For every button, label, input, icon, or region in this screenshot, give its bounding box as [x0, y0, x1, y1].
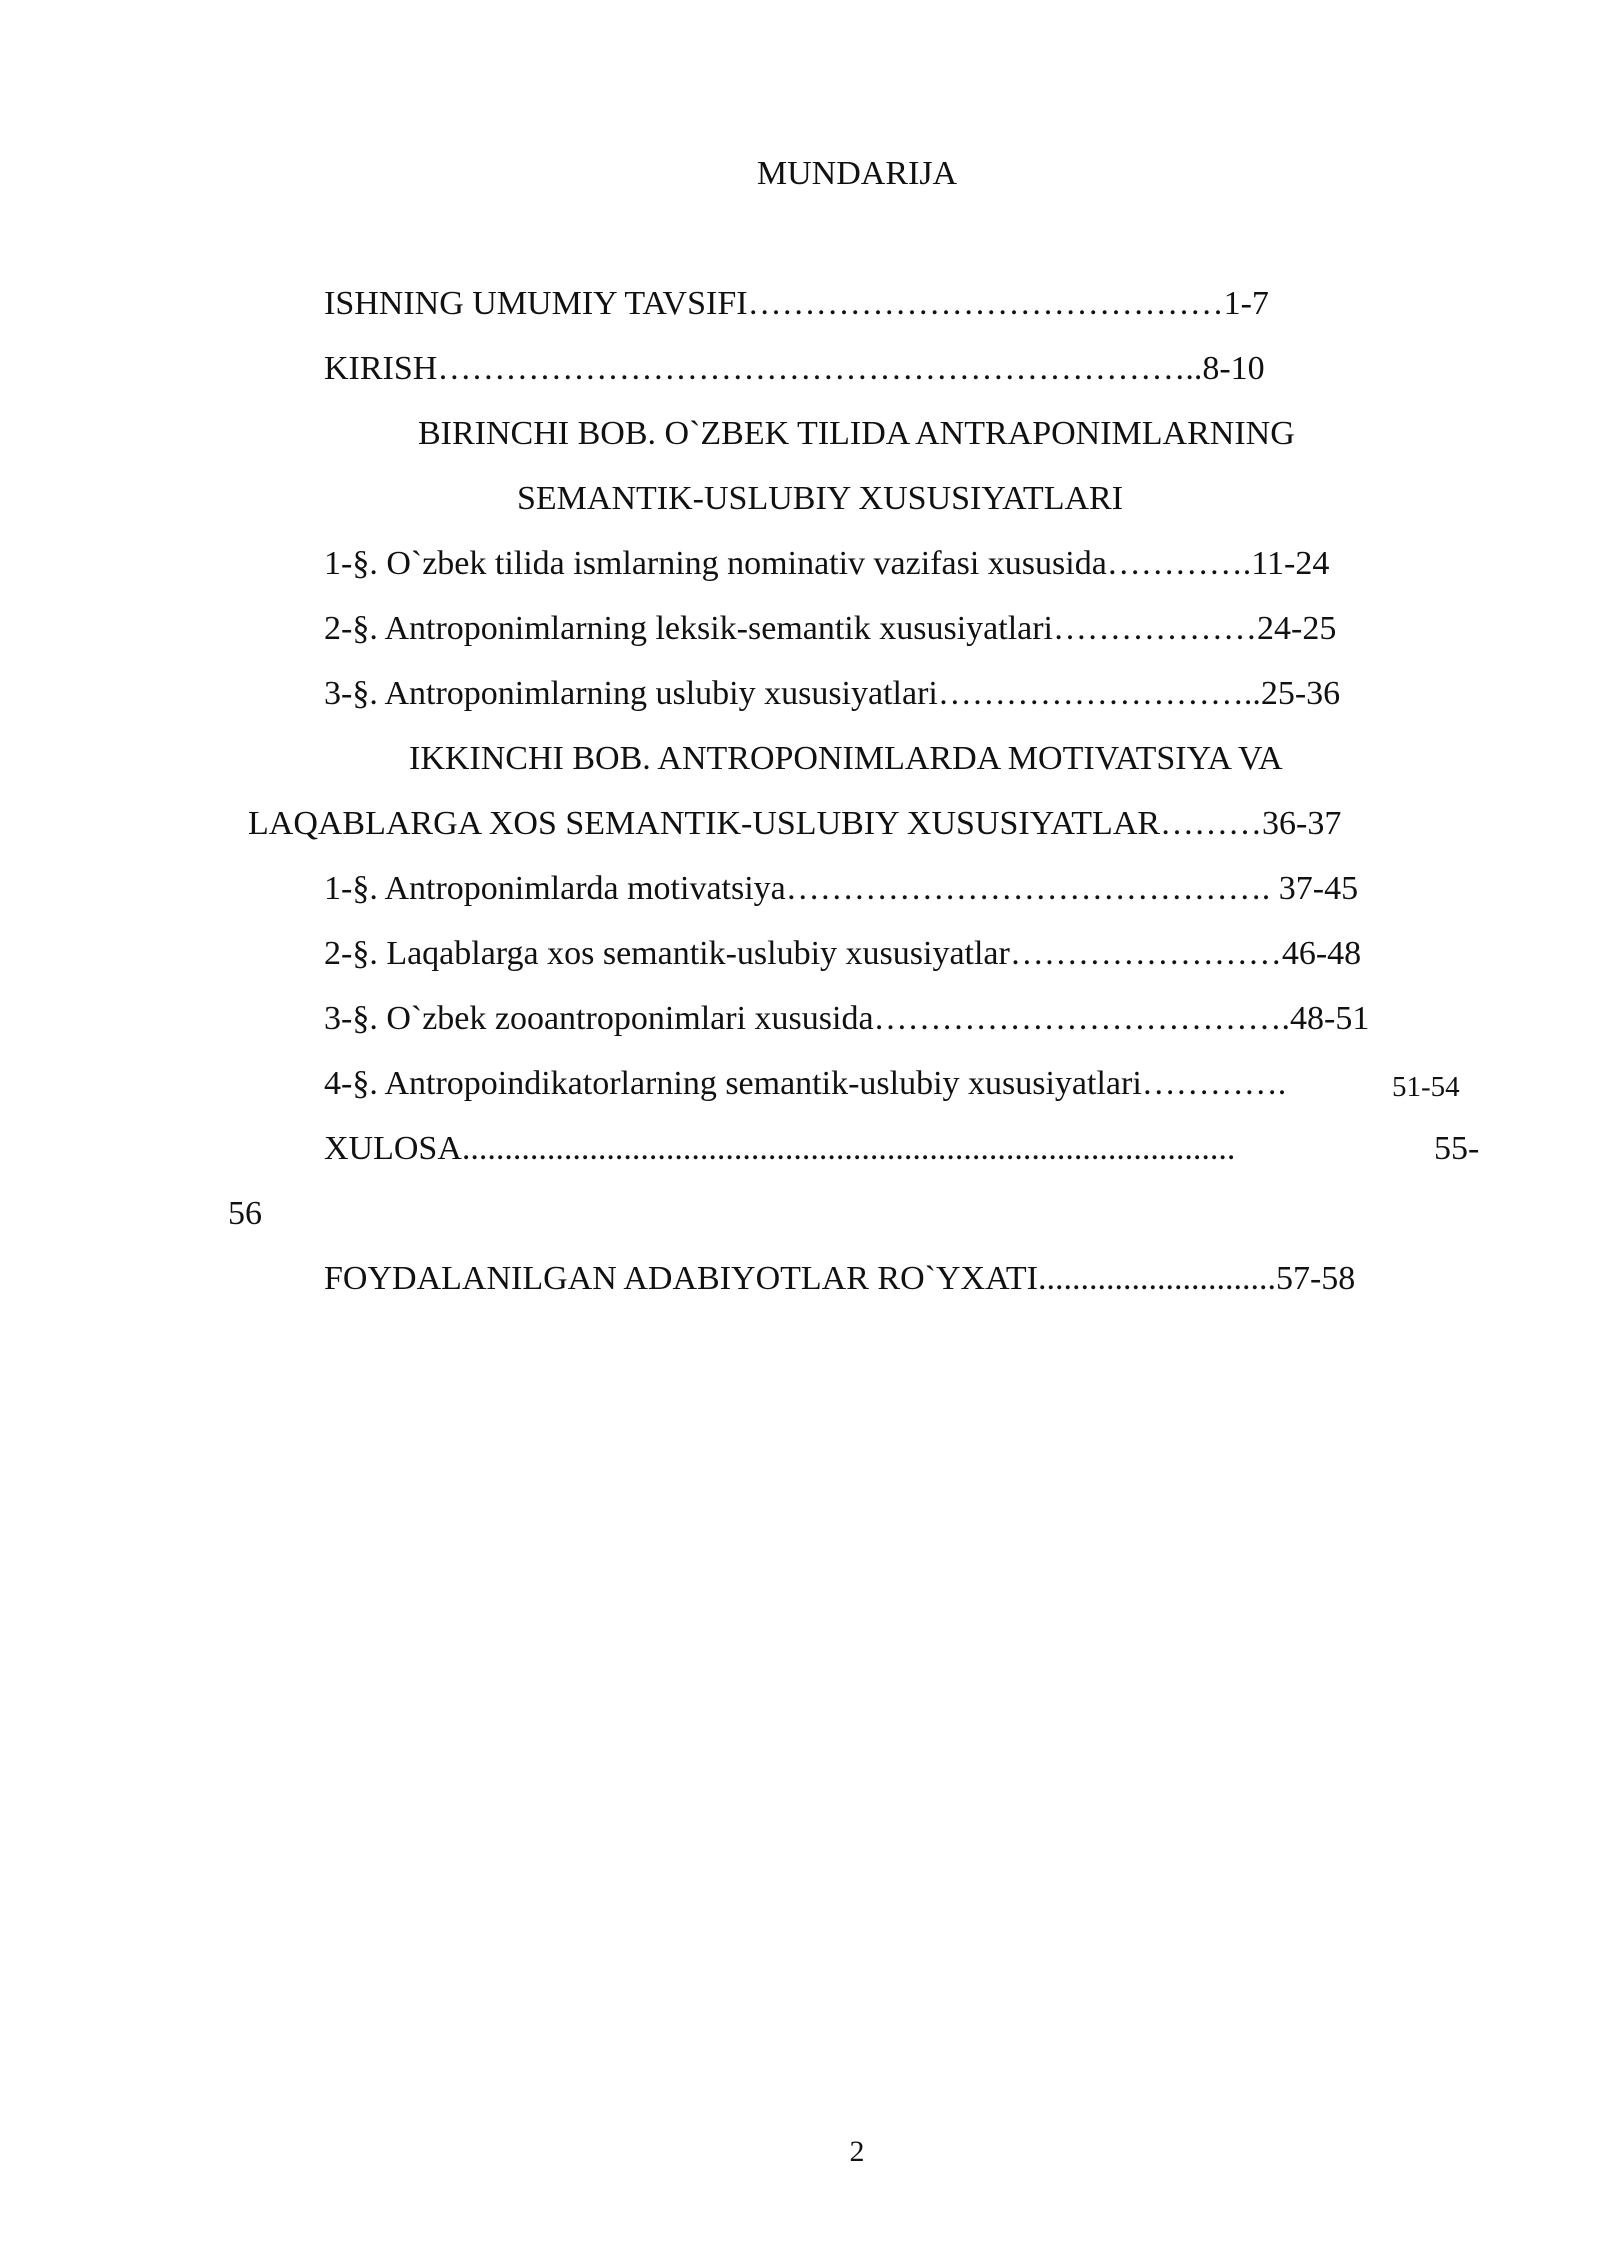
- chapter-one-heading-line-1: BIRINCHI BOB. O`ZBEK TILIDA ANTRAPONIMLARNING: [418, 415, 1295, 452]
- toc-entry-xulosa-pages-end: 56: [228, 1195, 262, 1232]
- toc-entry-chapter-2-section-2: 2-§. Laqablarga xos semantik-uslubiy xususiyatlar……………………46-48: [324, 935, 1362, 972]
- toc-entry-chapter-2-section-4: 4-§. Antropoindikatorlarning semantik-uslubiy xususiyatlari………….: [324, 1065, 1287, 1102]
- toc-entry-chapter-1-section-2: 2-§. Antroponimlarning leksik-semantik xususiyatlari………………24-25: [324, 610, 1337, 647]
- toc-entry-chapter-1-section-3: 3-§. Antroponimlarning uslubiy xususiyatlari………………………..25-36: [324, 675, 1341, 712]
- toc-entry-chapter-2-section-1: 1-§. Antroponimlarda motivatsiya……………………………………. 37-45: [324, 870, 1359, 907]
- chapter-two-heading-line-1: IKKINCHI BOB. ANTROPONIMLARDA MOTIVATSIYA VA: [409, 740, 1283, 777]
- page-number: 2: [849, 2135, 865, 2168]
- toc-entry-foydalanilgan-adabiyotlar: FOYDALANILGAN ADABIYOTLAR RO`YXATI............................57-58: [324, 1260, 1356, 1297]
- chapter-two-heading-line-2: LAQABLARGA XOS SEMANTIK-USLUBIY XUSUSIYATLAR………36-37: [248, 805, 1342, 842]
- toc-entry-chapter-2-section-3: 3-§. O`zbek zooantroponimlari xususida……………………………….48-51: [324, 1000, 1370, 1037]
- chapter-one-heading-line-2: SEMANTIK-USLUBIY XUSUSIYATLARI: [517, 480, 1124, 517]
- toc-entry-chapter-2-section-4-pages: 51-54: [1392, 1071, 1460, 1103]
- toc-entry-ishning-umumiy-tavsifi: ISHNING UMUMIY TAVSIFI……………………………………1-7: [324, 285, 1269, 322]
- toc-entry-xulosa-pages-start: 55-: [1434, 1130, 1480, 1167]
- toc-entry-kirish: KIRISH…………………………………………………………..8-10: [324, 350, 1265, 387]
- page-title: MUNDARIJA: [756, 155, 958, 192]
- toc-entry-xulosa: XULOSA...........................................................................................: [324, 1130, 1236, 1167]
- toc-entry-chapter-1-section-1: 1-§. O`zbek tilida ismlarning nominativ vazifasi xususida………….11-24: [324, 545, 1330, 582]
